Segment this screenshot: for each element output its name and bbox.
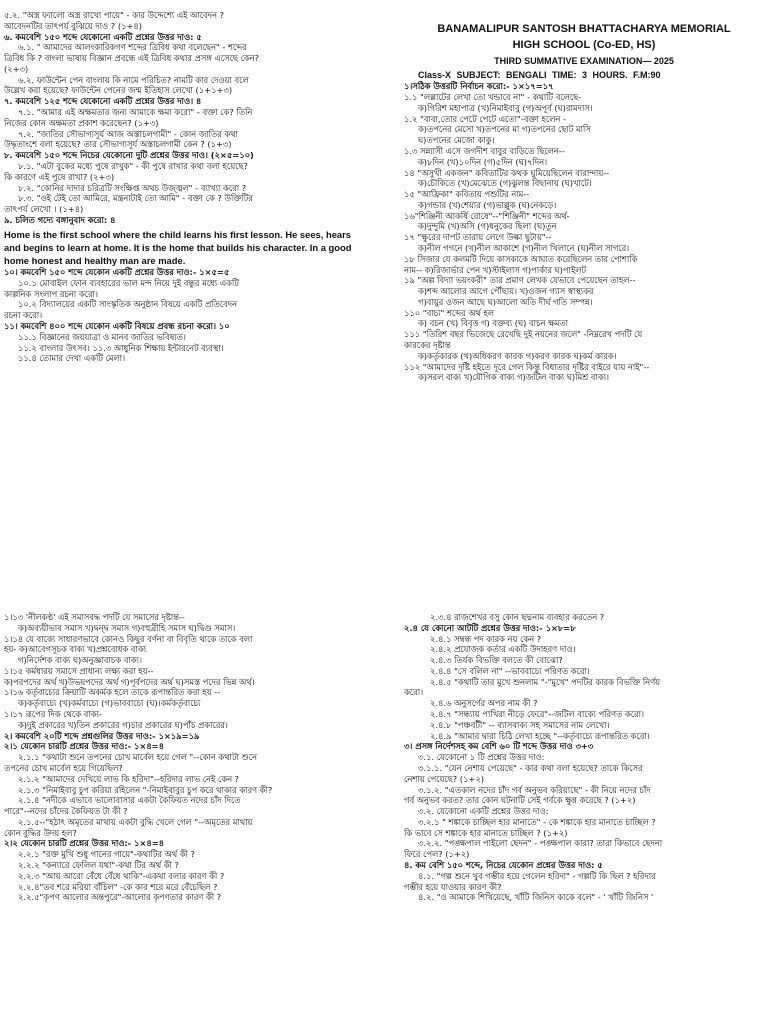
options-line: ঘ)তপনের মেজো কাকু।	[418, 135, 495, 146]
section-heading: ৩। প্রসঙ্গ নির্দেশসহ কম বেশি ৬০ টি শব্দে উত্তর দাও ৩+৩	[404, 741, 594, 752]
options-line: হয়- ক)আবেগসূচক বাক্য খ)প্রশ্নবোধক বাক্য	[4, 644, 147, 655]
text-line: উল্লেখ করা হয়েছে? ফাউন্টেন পেনের জন্ম ইতিহাস লেখো (১+১+৩)	[4, 85, 233, 96]
section-heading: ২। কমবেশি ২০টি শব্দে প্রশ্নগুলির উত্তর দাও:- ১×১৯=১৯	[4, 730, 200, 741]
question-line: ২.৪.৪ "সে বলিল না" --ভাববাচ্যে পরিণত করো।	[430, 665, 590, 676]
question-line: ২.৪.৩ তির্যক বিভক্তি বলতে কী বোঝো?	[430, 655, 563, 666]
question-line: ৩.২.১ " শঙ্কাকে চাচ্ছিল হার মানাতে" - কে শঙ্কাকে হার মানাতে চাচ্ছিল ?	[418, 816, 656, 827]
question-line: ২.২.৫"কৃপণ আলোর অন্তপুরে"-আলোর কৃপণতার কারণ কী ?	[18, 892, 222, 903]
question-line: ২.১.২ "আমাদের দেখিয়ে লাভ কি হরিদা"--হরিদার লাভ নেই কেন ?	[18, 773, 240, 784]
exam-info: Class-X SUBJECT: BENGALI TIME: 3 HOURS. F.M:90	[418, 69, 661, 80]
section-heading: ১।সঠিক উত্তরটি নির্বাচন করো:- ১×১৭=১৭	[404, 81, 554, 92]
options-line: ক)পরপদের অর্থ খ)উভয়পদের অর্থ গ)পূর্বপদের অর্থ ঘ)সমস্ত পদের ভিন্ন অর্থ।	[4, 676, 255, 687]
question-line: ১১.১ বিজ্ঞানের জয়যাত্রা ও মানব জাতির ভবিষ্যত।	[18, 331, 186, 342]
text-line: তাৎপর্য লেখো । (১+৪)	[4, 204, 84, 215]
question-line: ১।১৬ কর্তৃবাচ্যের ক্রিয়াটি অকর্মক হলে তাকে রূপান্তরিত করা হয় --	[4, 687, 221, 698]
exam-title: THIRD SUMMATIVE EXAMINATION— 2025	[494, 55, 674, 66]
options-line: ক) বচন (খ) বিবৃত্ত গ) বক্তব্য (ঘ) বাচন ক্ষমতা	[418, 318, 569, 329]
question-line: ১১১ "তিরিশ বছর ভিজেছে রেখেছি দুই নয়নের জলে" -নিম্নরেখ পদটি যে	[404, 329, 643, 340]
question-line: ৮.২. "কোনির দাদার চরিত্রটি সংক্ষিপ্ত অথচ উজ্জ্বল" - ব্যাখ্যা করো ?	[18, 182, 247, 193]
options-line: ক)কর্তৃকারক (খ)অধিকরণ কারক গ)করণ কারক ঘ)কর্ম কারক।	[418, 350, 617, 361]
text-line: পারে"--নদের চাঁদের কৈফিয়ত টা কী ?	[4, 806, 128, 817]
section-heading: ২।২ যেকোন চারটি প্রশ্নের উত্তর দাও:- ১×৪=৪	[4, 838, 165, 849]
text-line: রচনা করো।	[4, 310, 43, 321]
options-line: নাম-- ক)রিজার্ভার পেন খ)স্টাইলাস গ)পার্কার ঘ)পাইলট	[404, 264, 586, 275]
options-line: ক)গন্ডার (খ)শেয়ার (গ)ভাল্লুক (ঘ)নেকড়ে।	[418, 199, 557, 210]
question-line: ১।১৫ কর্মধারয় সমাসে প্রাধান্য লক্ষ্য করা হয়--	[4, 665, 154, 676]
text-line: কোন বুদ্ধির উদয় হল?	[4, 827, 77, 838]
section-heading: ২।১ যেকোন চারটি প্রশ্নের উত্তর দাও:- ১×৪=৪	[4, 741, 165, 752]
question-line: ১।১৪ যে বাক্যে সাধারণভাবে কোনও কিছুর বর্ণনা বা বিবৃতি থাকে তাকে বলা	[4, 633, 253, 644]
question-line: ৩.২. যেকোনো একটি প্রশ্নের উত্তর দাও:	[418, 806, 549, 817]
options-line: ক)তপনের মেসো খ)তপনের মা গ)তপনের ছোট মাসি	[418, 124, 591, 135]
question-line: ২.২.৩ "আয় আরো বেঁধে বেঁধে থাকি"-একথা বলার কারণ কী ?	[18, 870, 225, 881]
question-line: ২.৪.৫ "কথাটি তার মুখে শুনলাম "-"মুখে" পদটির কারক বিভক্তি নির্ণয়	[430, 676, 661, 687]
question-line: ৬.২. ফাউন্টেন পেন বাংলায় কি নামে পরিচিত? নামটি কার দেওয়া বলে	[18, 74, 249, 85]
options-line: ক)কর্তৃবাচ্যে (খ)কর্মবাচ্যে (গ)ভাববাচ্যে (ঘ)।কর্মকর্তৃবাচ্যে	[18, 698, 201, 709]
question-line: ২.২.৪"তব শরে মরিয়া বাঁচিল" -কে কার শরে মরে বেঁচেছিল ?	[18, 881, 218, 892]
section-heading: ২.৪ যে কোনো আটটি প্রশ্নের উত্তর দাও:- ১×৮=৮	[404, 622, 576, 633]
question-line: ২.৩.৪ রাজশেখর বসু কোন ছদ্মনাম ব্যবহার করতেন ?	[430, 612, 605, 622]
text-line: নেশায় পেয়েছে? (১+২)	[404, 773, 484, 784]
question-line: ২.১.৩ "নিমাইবাবু চুপ করিয়া রহিলেন "-নিমাইবাবুর চুপ করে থাকার কারণ কী?	[18, 784, 273, 795]
text-line: তপনের চোখ মার্বেল হয়ে গিয়েছিল?	[4, 762, 123, 773]
question-line: ১৮ সিজার যে কলমটি দিয়ে কাসকাকে আঘাত করেছিলেন তার পোশাকি	[404, 253, 638, 264]
question-line: ১১.৪ তোমার দেখা একটি মেলা।	[18, 353, 126, 364]
question-line: ১।১৭ রূপের দিক থেকে বাক্য-	[4, 709, 102, 720]
exam-header	[404, 22, 764, 81]
text-line: কারকের দৃষ্টান্ত	[404, 340, 451, 350]
question-line: ২.৪.১ সম্বন্ধ পদ কারক নয় কেন ?	[430, 633, 542, 644]
text-line: ফিরে পেল? (১+২)	[404, 849, 470, 860]
options-line: ক)নীল গগনে (খ)নীল আকাশে (গ)নীল খিলানে (ঘ)নীল সাগরে।	[418, 242, 630, 253]
text-line: করো।	[404, 687, 424, 698]
question-line: ১১০ "বাচ্য" শব্দের অর্থ হল	[404, 307, 494, 318]
section-heading: ৪. কম বেশি ১৫০ শব্দে, নিচের যেকোন প্রশ্নের উত্তর দাও: ৫	[404, 859, 603, 870]
options-line: ক)গিরিশ মহাপাত্র (খ)নিমাইবাবু (গ)অপূর্ব (ঘ)রামদাস।	[418, 102, 593, 113]
section-heading: ৬. কমবেশি ১৫০ শব্দে যেকোনো একটি প্রশ্নের উত্তর দাও: ৫	[4, 31, 202, 42]
text-line: (২+৩)	[4, 63, 29, 74]
text-line: কি ভাবে সে শঙ্কাকে হার মানাতে চাচ্ছিল ? (১+২)	[404, 827, 568, 838]
question-line: ২.৪.৯ "আমার দ্বারা চিঠি লেখা হচ্ছে "--কর্তৃবাচ্যে রূপান্তরিত করো।	[430, 730, 650, 741]
question-line: ১১.২ বাংলার উৎসব। ১১.৩ আধুনিক শিক্ষায় ইন্টারনেট ব্যবস্থা।	[18, 342, 224, 353]
options-line: ক)চৌকিতে (খ)মেঝেতে (গ)ঝুলন্ত বিছানায় (ঘ)খাটে।	[418, 178, 592, 189]
question-line: ১০.১ মোবাইল ফোন ব্যবহারের ভাল মন্দ নিয়ে দুই বন্ধুর মধ্যে একটি	[18, 277, 239, 288]
question-line: ৩.১. যেকোনো ১ টি প্রশ্নের উত্তর দাও:	[418, 752, 545, 763]
question-line: ১০.২ বিদ্যালয়ের একটি সাংস্কৃতিক অনুষ্ঠান বিষয়ে একটি প্রতিবেদন	[18, 299, 238, 310]
options-line: ক)শব্দ আলোর আগে পৌঁছায়। খ)ওজন গ্যাস স্বাস্থ্যকর	[418, 286, 594, 297]
question-line: ২.৪.৬ অনুসর্গের অপর নাম কী ?	[430, 698, 538, 709]
question-line: ৮.৩. "ওই টেই তো আমিরে, মন্ত্রনাটাই তো আমি" - বক্তা কে ? উক্তিটির	[18, 193, 253, 204]
question-line: ২.২.২ "কন্যারে ফেলিল যথা"-কথা টির অর্থ কী ?	[18, 859, 179, 870]
section-heading: ৯. চলিত গদ্যে বঙ্গানুবাদ করো: ৪	[4, 214, 116, 225]
question-line: ৬.১. " আমাদের আলংকারিকগণ শব্দের ত্রিবিধ কথা বলেছেন" - শব্দের	[18, 42, 247, 53]
question-line: ১৫ "আফ্রিকা" কবিতায় পশুটির নাম--	[404, 189, 530, 200]
text-line: নিজের কোন অক্ষমতা প্রকাশ করেছেন? (১+৩)	[4, 117, 159, 128]
question-line: ৩.১.২. "এতকাল নদের চাঁদ গর্ব অনুভব করিয়াছে" - কী নিয়ে নদের চাঁদ	[418, 784, 651, 795]
text-line: গম্ভীর হয়ে যাওয়ার কারণ কী?	[404, 881, 502, 892]
question-line: ২.১.১ "কথাটা শুনে তপনের চোখ মার্বেল হয়ে গেল "--কোন কথাটা শুনে	[18, 752, 257, 763]
question-line: ১.৩ সন্ন্যাসী এসে জগদীশ বাবুর বাড়িতে ছিলেন--	[404, 145, 565, 156]
options-line: গ)নির্দেশক বাক্য ঘ)অনুজ্ঞাবাচক বাক্য।	[18, 655, 142, 666]
options-line: গ)বায়ুর ওজন আছে ঘ)আলো অতি দীর্ঘ গতি সম্পন্ন।	[418, 296, 593, 307]
section-heading: ১১। কমবেশি ৪০০ শব্দে যেকোন একটি বিষয়ে প্রবন্ধ রচনা করো। ১০	[4, 321, 230, 331]
question-line: ১৯ "অল্প বিদ্যা ভয়ংকরী" তার প্রমাণ লেখক যেভাবে পেয়েছেন তাহল--	[404, 275, 636, 286]
question-line: ১৬"শিঞ্জিনী আকর্ষি রোষে"--"শিঞ্জিনী" শব্দের অর্থ-	[404, 210, 570, 221]
options-line: ক)দুন্দুমি (খ)অসি (গ)ধনুকের ছিলা (ঘ)তূন	[418, 221, 557, 232]
text-line: উদ্ধৃতাংশে বলা হয়েছে? তার সৌভাগ্যসূর্য অস্তাচলগামী কেন ? (১+৩)	[4, 139, 232, 150]
question-line: ৭.২. "জাতির সৌভাগ্যসূর্য আজ অস্তাচলগামী" - কোন জাতির কথা	[18, 128, 238, 139]
options-line: ক)দুই প্রকারের খ)তিন প্রকারের গ)চার প্রকারের ঘ)পাঁচ প্রকারের।	[18, 719, 228, 730]
text-line: কি কারণে এই পুষে রাখা? (২+৩)	[4, 171, 115, 182]
section-heading: ১০। কমবেশি ১৫০ শব্দে যেকোন একটি প্রশ্নের উত্তর দাও:- ১×৫=৫	[4, 267, 230, 278]
question-line: ২.১.৪ "নদীকে এভাবে ভালোবাসার একটা কৈফিয়ত নদের চাঁদ দিতে	[18, 795, 241, 806]
english-passage: Home is the first school where the child learns his first lesson. He sees, hears and begins to learn at home. It is the home that builds his character. In a good home honest and healthy man are made.	[4, 228, 352, 266]
options-line: ক)সরল বাক্য খ)যৌগিক বাক্য গ)জটিল বাক্য ঘ)মিশ্র বাক্য।	[418, 372, 610, 383]
question-line: ১.২ "বাবা,তোর পেটে পেটে এতো"-বক্তা হলেন -	[404, 113, 566, 124]
question-line: ২.৪.৮ "পঞ্চবটী" -- ব্যাসবাক্য সহ সমাসের নাম লেখো।	[430, 719, 610, 730]
text-line: আবেদনটির তাৎপর্য বুঝিয়ে দাও ? (১+৪)	[4, 20, 143, 31]
text-line: গর্ব অনুভব করত? তার কোন ঘটনাটি সেই গর্বকে ক্ষুণ্ণ করেছে ? (১+২)	[404, 795, 636, 806]
school-name-line2: HIGH SCHOOL (Co-ED, HS)	[512, 38, 656, 51]
text-line: ৫.২. "অস্ত্র ফ্যালো অস্ত্র রাখো পায়ে" - কার উদ্দেশ্যে এই আবেদন ?	[4, 10, 225, 20]
question-line: ৩.২.২. "পঙ্ক্ষপাল পাইলো ছেদন" - পঙ্ক্ষপাল কারা? তারা কিভাবে ছেদনা	[418, 838, 663, 849]
question-line: ৭.১. "আমার এই অক্ষমতার জন্য আমাকে ক্ষমা করো" - বক্তা কে? তিনি	[18, 107, 253, 118]
question-line: ১৪ "অসুখী একজন" কবিতাটির কথক ঘুমিয়েছিলেন বারান্দায়--	[404, 167, 610, 178]
question-line: ২.৪.৭ "সন্ধ্যায় পাখিরা নীড়ে ফেরে"--জটিল বাক্যে পরিণত করো।	[430, 709, 644, 720]
question-line: ২.২.১ "রক্ত মুখি শুধু গানের গায়ে"-কথাটির অর্থ কী ?	[18, 849, 195, 860]
question-line: ১।১৩ 'নীলকণ্ঠ' এই সমাসবদ্ধ পদটি যে সমাসের দৃষ্টান্ত--	[4, 612, 185, 622]
section-heading: ৭. কমবেশি ১২৫ শব্দে যেকোনো একটি প্রশ্নের উত্তর দাও। ৪	[4, 96, 202, 107]
options-line: ক)৮দিন (খ)১০দিন (গ)৫দিন (ঘ)৭দিন।	[418, 156, 548, 167]
section-heading: ৮. কমবেশি ১৫০ শব্দে নিচের যেকোনো দুটি প্রশ্নের উত্তর দাও। (২×৫=১০)	[4, 150, 254, 161]
question-line: ১৭ "ক্ষুরের দাপট তারায় লেগে উল্কা ছুটায়"--	[404, 232, 552, 243]
question-line: ২.৪.২ প্রযোজক কর্তার একটি উদাহরণ দাও।	[430, 644, 576, 655]
options-line: ক)অব্যয়ীভাব সমাস খ)দ্বন্দ্ব সমাস গ)বহুব্রীহি সমাস ঘ)দ্বিগু সমাস।	[18, 622, 236, 633]
bottom-right-column	[404, 612, 766, 1024]
question-line: ৮.১. "এটা বুকের মধ্যে পুষে রাখুক" - কী পুষে রাখার কথা বলা হয়েছে?	[18, 160, 248, 171]
question-line: ৪.১. "গল্প শুনে খুব গম্ভীর হয়ে গেলেন হরিদা" - গল্পটি কি ছিল ? হরিদার	[418, 870, 656, 881]
top-right-column	[404, 22, 764, 518]
top-left-column	[4, 10, 358, 510]
text-line: ত্রিবিধ কি ? বাংলা ভাষায় বিজ্ঞান প্রবন্ধে এই ত্রিবিধ কথার প্রসঙ্গ এসেছে কেন?	[4, 53, 260, 64]
text-line: কাল্পনিক সংলাপ রচনা করো।	[4, 288, 98, 299]
question-line: ৪.২. "ও আমাকে শিখিয়েছে, খাঁটি জিনিস কাকে বলে" - ' খাঁটি জিনিস '	[418, 892, 654, 903]
question-line: ২.১.৫--"হঠাৎ অমৃতের মাথায় একটা বুদ্ধি খেলে গেল "--অমৃতের মাথায়	[18, 816, 253, 827]
question-line: ৩.১.১. "যেন নেশায় পেয়েছে" - কার কথা বলা হয়েছে? তাকে কিসের	[418, 762, 643, 773]
school-name-line1: BANAMALIPUR SANTOSH BHATTACHARYA MEMORIAL	[437, 23, 731, 35]
bottom-left-column	[4, 612, 374, 1024]
question-line: ১১২ "আমাদের দৃষ্টি হইতে দূরে গেল কিন্তু বিধাতার দৃষ্টির বাইরে যায় নাই"--	[404, 361, 650, 372]
question-line: ১.১ "লল্লাটের লেখা তো খন্ডাবে না" - কথাটি বলেছে-	[404, 92, 582, 103]
